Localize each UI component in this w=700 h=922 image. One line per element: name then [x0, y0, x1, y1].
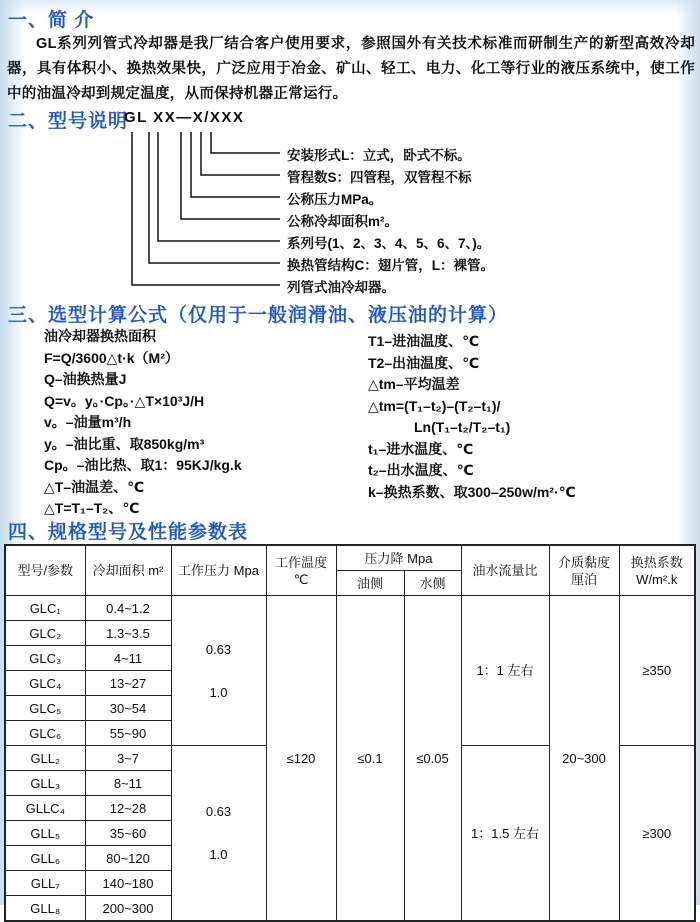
- header-model: 型号/参数: [5, 545, 85, 596]
- cell-drop-oil: ≤0.1: [336, 596, 404, 922]
- formula-column-right: [368, 331, 576, 503]
- cell-drop-water: ≤0.05: [404, 596, 461, 922]
- spec-table: [4, 544, 696, 922]
- cell-model: GLC₄: [5, 671, 85, 696]
- table-row: [5, 596, 695, 621]
- section-4-heading: 四、规格型号及性能参数表: [8, 522, 249, 543]
- model-label-tube: 换热管结构C：翅片管，L：裸管。: [287, 258, 494, 273]
- formula-line: Q=v。y。·Cp。·△T×10³J/H: [44, 392, 205, 409]
- formula-line: T1–进油温度、℃: [368, 333, 480, 349]
- formula-line: Q–油换热量J: [44, 371, 127, 387]
- cell-area: 4~11: [85, 646, 171, 671]
- cell-model: GLC₂: [5, 621, 85, 646]
- cell-area: 80~120: [85, 846, 171, 871]
- header-pressure: 工作压力 Mpa: [171, 545, 266, 596]
- model-label-type: 列管式油冷却器。: [287, 280, 395, 295]
- cell-area: 30~54: [85, 696, 171, 721]
- header-temp-line2: ℃: [293, 571, 309, 587]
- cell-model: GLL₃: [5, 771, 85, 796]
- cell-area: 13~27: [85, 671, 171, 696]
- header-coefficient-line1: 换热系数: [630, 554, 683, 570]
- model-label-passes: 管程数S：四管程，双管程不标: [287, 170, 472, 185]
- cell-model: GLLC₄: [5, 796, 85, 821]
- cell-model: GLL₆: [5, 846, 85, 871]
- formula-line: t₂–出水温度、℃: [368, 462, 474, 478]
- formula-line: v。–油量m³/h: [44, 414, 132, 430]
- cell-area: 55~90: [85, 721, 171, 746]
- cell-work-pressure-group2: [171, 746, 266, 922]
- header-viscosity-line1: 介质黏度: [557, 554, 610, 570]
- formula-line: △T=T₁–T₂、℃: [44, 500, 140, 516]
- model-label-area: 公称冷却面积m²。: [287, 214, 398, 229]
- cell-model: GLL₇: [5, 871, 85, 896]
- cell-area: 8~11: [85, 771, 171, 796]
- formula-line: Cp。–油比热、取1：95KJ/kg.k: [44, 457, 242, 473]
- cell-area: 1.3~3.5: [85, 621, 171, 646]
- work-pressure-value: 1.0: [209, 847, 228, 862]
- model-label-mount: 安装形式L：立式，卧式不标。: [287, 148, 471, 163]
- work-pressure-value: 0.63: [205, 804, 232, 819]
- header-pressure-drop: 压力降 Mpa: [336, 545, 461, 571]
- section-3-heading: 三、选型计算公式（仅用于一般润滑油、液压油的计算）: [8, 305, 509, 326]
- header-temp: [266, 545, 336, 596]
- model-code: GL XX—X/XXX: [124, 109, 245, 126]
- header-ratio: 油水流量比: [461, 545, 549, 596]
- work-pressure-value: 0.63: [205, 641, 232, 657]
- cell-area: 0.4~1.2: [85, 596, 171, 621]
- cell-coef-group2: ≥300: [619, 746, 695, 922]
- model-label-pressure: 公称压力MPa。: [287, 192, 383, 207]
- cell-model: GLL₈: [5, 896, 85, 922]
- cell-area: 140~180: [85, 871, 171, 896]
- cell-model: GLL₅: [5, 821, 85, 846]
- intro-paragraph: GL系列列管式冷却器是我厂结合客户使用要求，参照国外有关技术标准而研制生产的新型高效冷却器，具有体积小、换热效果快，广泛应用于冶金、矿山、轻工、电力、化工等行业的液压系统中，使工作中的油温冷却到规定温度，从而保持机器正常运行。: [7, 36, 695, 102]
- cell-model: GLL₂: [5, 746, 85, 771]
- formula-line: 油冷却器换热面积: [44, 328, 156, 344]
- formula-column-left: [44, 326, 242, 520]
- cell-coef-group1: ≥350: [619, 596, 695, 746]
- formula-line: F=Q/3600△t·k（M²）: [44, 349, 179, 366]
- table-header-row: [5, 545, 695, 571]
- formula-line: △T–油温差、℃: [44, 478, 145, 495]
- section-2-heading: 二、型号说明: [8, 111, 129, 132]
- cell-ratio-group1: 1：1 左右: [461, 596, 549, 746]
- header-drop-oil: 油侧: [336, 571, 404, 596]
- formula-line: k–换热系数、取300–250w/m²·℃: [368, 483, 576, 500]
- formula-line: T2–出油温度、℃: [368, 354, 480, 371]
- model-label-series: 系列号(1、2、3、4、5、6、7、)。: [287, 236, 491, 251]
- model-code-diagram: [0, 106, 700, 306]
- formula-line: t₁–进水温度、℃: [368, 440, 474, 457]
- cell-ratio-group2: 1：1.5 左右: [461, 746, 549, 922]
- cell-model: GLC₃: [5, 646, 85, 671]
- header-coefficient-line2: W/m².k: [636, 571, 678, 587]
- header-coefficient: [619, 545, 695, 596]
- cell-area: 12~28: [85, 796, 171, 821]
- cell-model: GLC₁: [5, 596, 85, 621]
- section-1-heading: 一、简 介: [8, 10, 95, 31]
- cell-work-temp: ≤120: [266, 596, 336, 922]
- work-pressure-value: 1.0: [209, 684, 228, 700]
- header-viscosity: [549, 545, 619, 596]
- cell-model: GLC₅: [5, 696, 85, 721]
- header-area: 冷却面积 m²: [85, 545, 171, 596]
- cell-area: 3~7: [85, 746, 171, 771]
- formula-line: △tm=(T₁–t₂)–(T₂–t₁)/: [368, 397, 501, 414]
- cell-viscosity: 20~300: [549, 596, 619, 922]
- cell-work-pressure-group1: [171, 596, 266, 746]
- formula-line: △tm–平均温差: [368, 376, 460, 392]
- cell-area: 200~300: [85, 896, 171, 922]
- formula-line: y。–油比重、取850kg/m³: [44, 435, 205, 452]
- header-temp-line1: 工作温度: [274, 554, 327, 570]
- header-viscosity-line2: 厘泊: [570, 571, 597, 587]
- cell-area: 35~60: [85, 821, 171, 846]
- header-drop-water: 水侧: [404, 571, 461, 596]
- formula-line: Ln(T₁–t₂/T₂–t₁): [414, 419, 511, 435]
- cell-model: GLC₆: [5, 721, 85, 746]
